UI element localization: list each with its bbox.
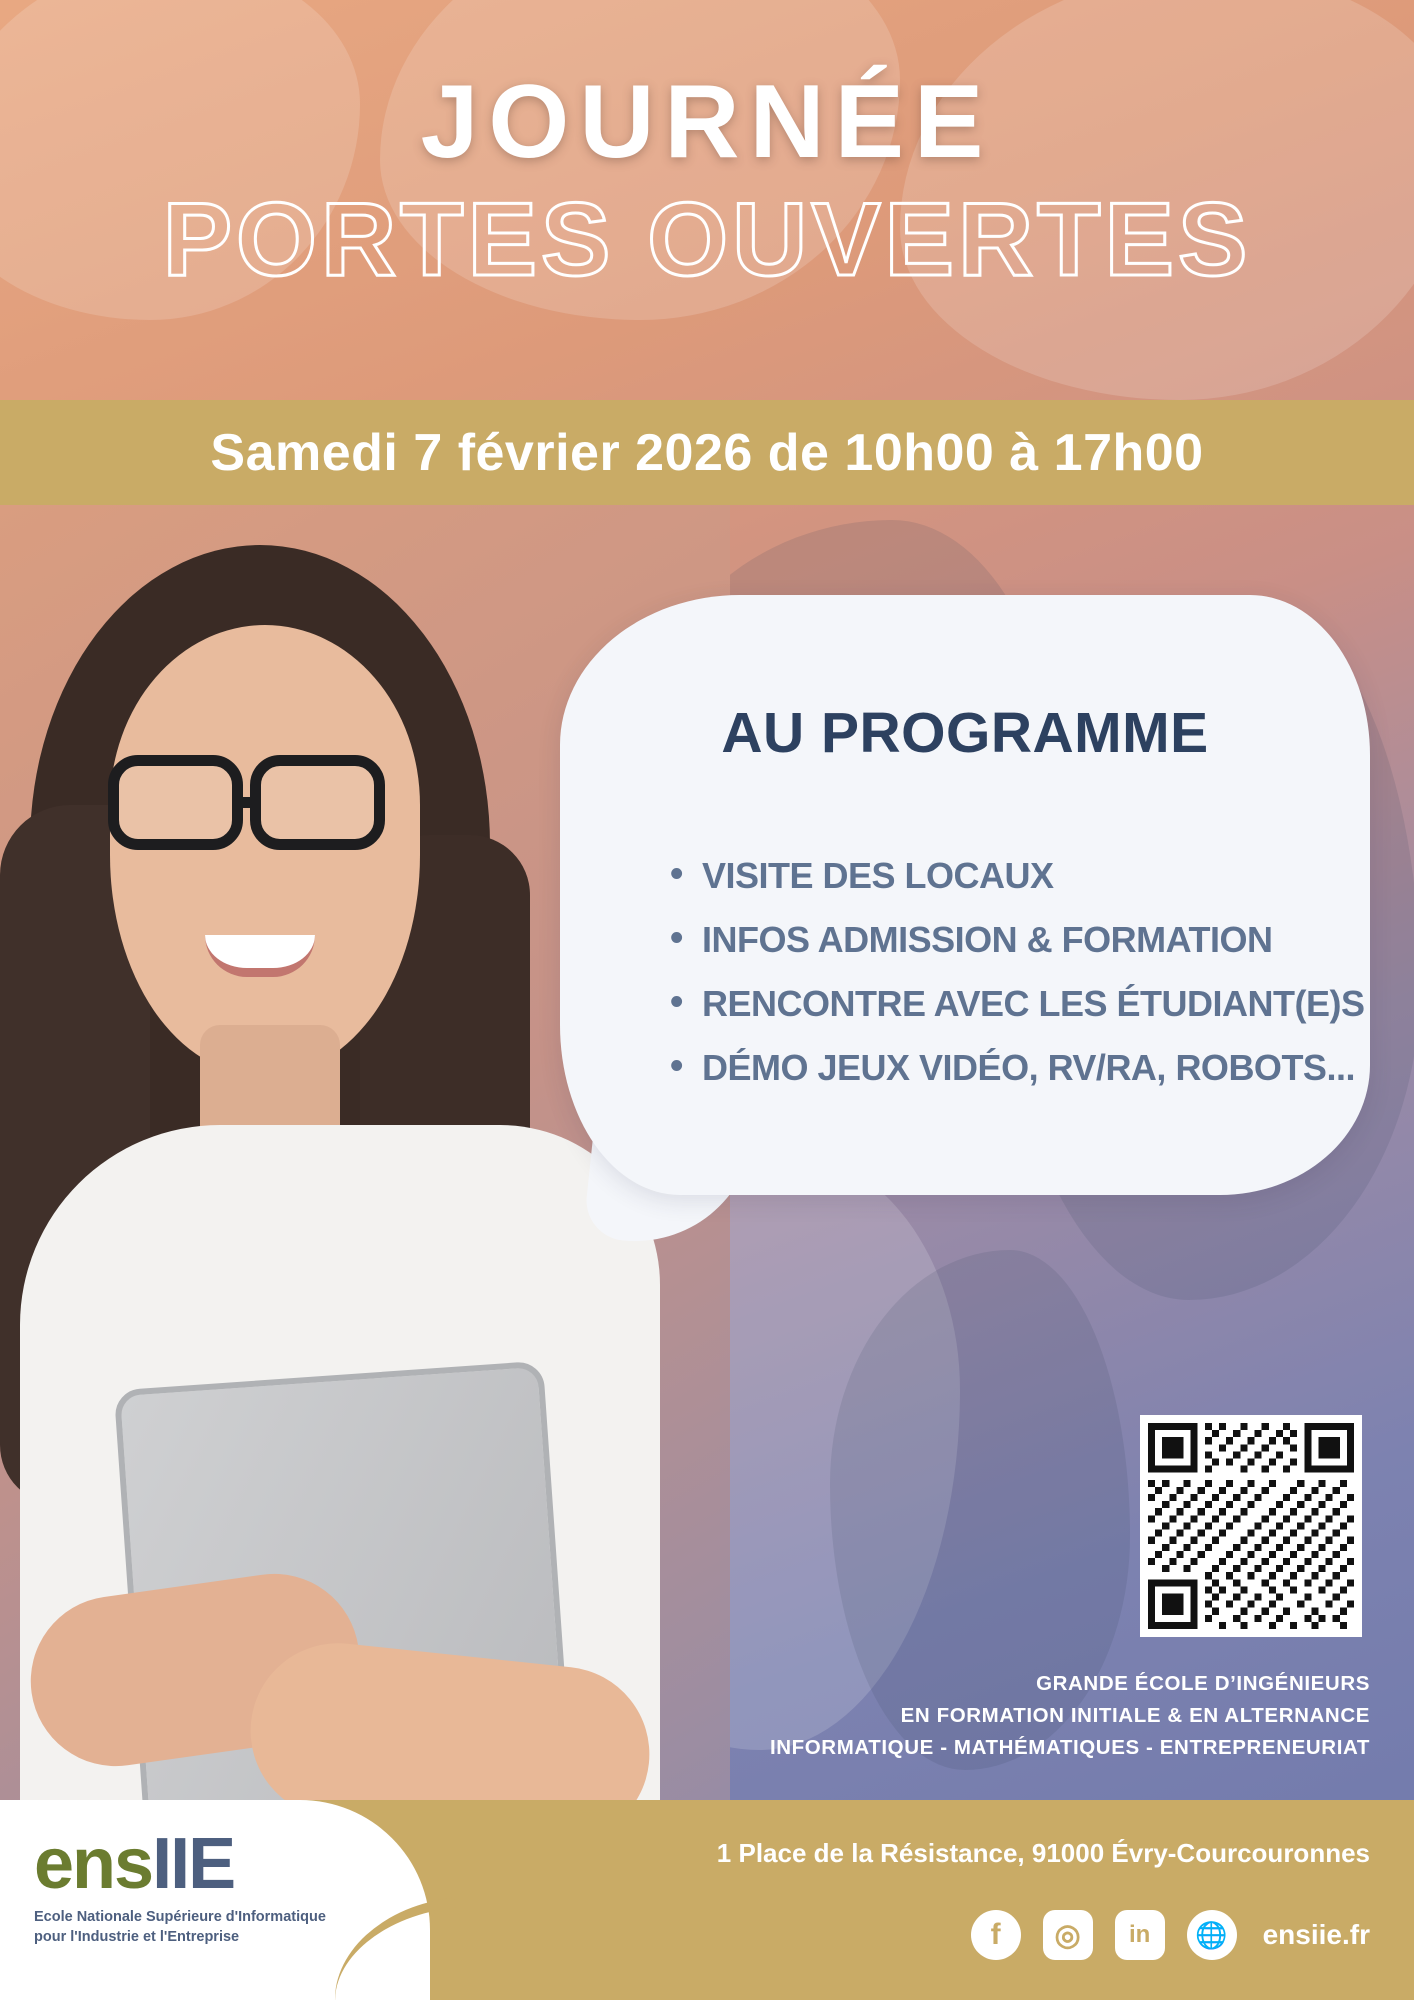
school-descriptor: [560, 1668, 1370, 1763]
eyeglasses-left-lens: [108, 755, 243, 850]
qr-code[interactable]: [1140, 1415, 1362, 1637]
address-text: 1 Place de la Résistance, 91000 Évry-Courcouronnes: [716, 1838, 1370, 1868]
page-subtitle: PORTES OUVERTES: [162, 182, 1252, 298]
event-date-text: Samedi 7 février 2026 de 10h00 à 17h00: [210, 423, 1204, 482]
program-list: [660, 855, 1365, 1111]
ensiie-logo: [34, 1824, 384, 1947]
program-heading: AU PROGRAMME: [721, 701, 1209, 765]
social-links: [620, 1900, 1370, 1970]
logo-tagline: [34, 1908, 384, 1947]
date-band: [0, 400, 1414, 505]
eyeglasses-bridge: [238, 797, 258, 808]
logo-tagline-line-1: Ecole Nationale Supérieure d'Informatique: [34, 1909, 326, 1925]
qr-code-graphic: [1148, 1423, 1354, 1629]
logo-tagline-line-2: pour l'Industrie et l'Entreprise: [34, 1928, 240, 1945]
list-item: • INFOS ADMISSION & FORMATION: [660, 919, 1360, 961]
school-descriptor-line-2: EN FORMATION INITIALE & EN ALTERNANCE: [900, 1703, 1370, 1727]
linkedin-icon[interactable]: in: [1115, 1910, 1165, 1960]
photo-face: [110, 625, 420, 1075]
website-icon[interactable]: 🌐: [1187, 1910, 1237, 1960]
list-item: • VISITE DES LOCAUX: [660, 855, 1360, 897]
instagram-icon[interactable]: ◎: [1043, 1910, 1093, 1960]
school-descriptor-line-3: INFORMATIQUE - MATHÉMATIQUES - ENTREPRENEURIAT: [769, 1735, 1370, 1759]
logo-text-iie: IIE: [152, 1824, 235, 1904]
logo-text-ens: ens: [34, 1824, 153, 1904]
facebook-icon[interactable]: f: [971, 1910, 1021, 1960]
list-item: • DÉMO JEUX VIDÉO, RV/RA, ROBOTS...: [660, 1047, 1360, 1089]
website-url[interactable]: ensiie.fr: [1262, 1919, 1370, 1950]
school-descriptor-line-1: GRANDE ÉCOLE D’INGÉNIEURS: [1036, 1672, 1370, 1695]
poster-title-zone: [0, 0, 1414, 400]
page-title: JOURNÉE: [420, 64, 994, 180]
list-item: • RENCONTRE AVEC LES ÉTUDIANT(E)S: [660, 983, 1360, 1025]
logo-wordmark: [34, 1824, 384, 1904]
eyeglasses-right-lens: [250, 755, 385, 850]
